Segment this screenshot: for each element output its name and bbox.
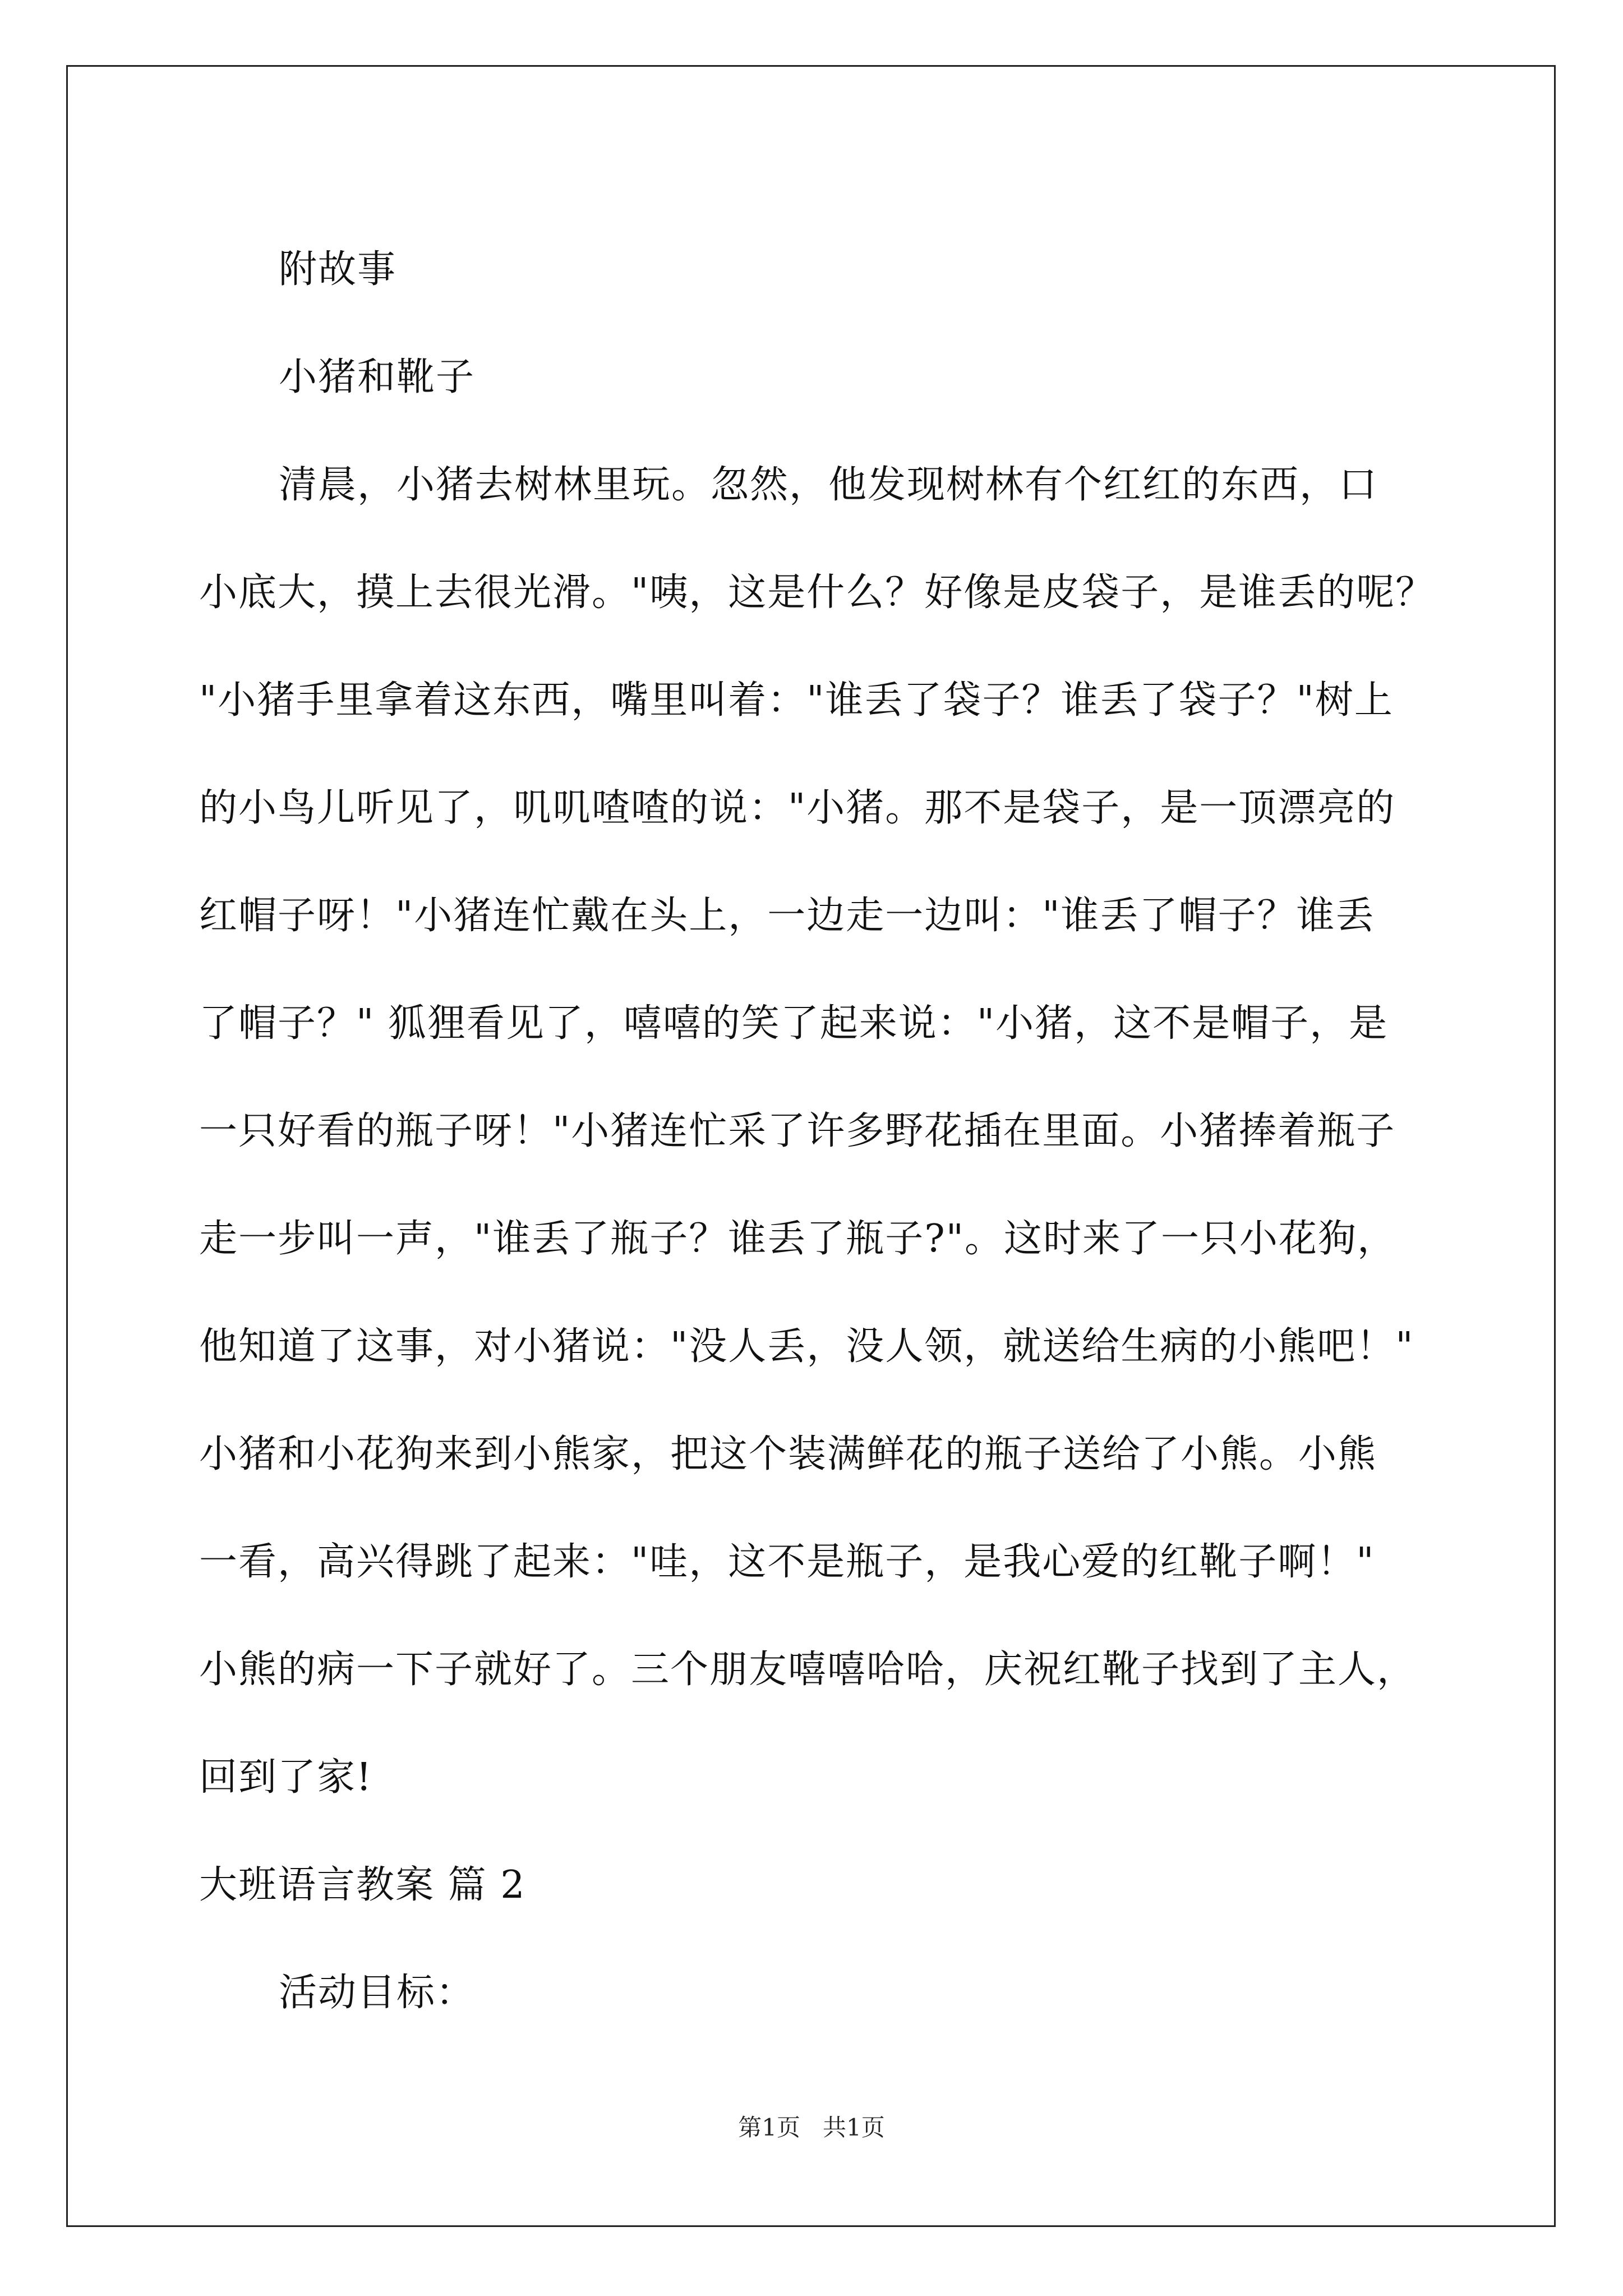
text-line: 一只好看的瓶子呀！"小猪连忙采了许多野花插在里面。小猪捧着瓶子	[199, 1109, 1396, 1153]
text-line-attached-story: 附故事	[279, 247, 397, 292]
text-line: "小猪手里拿着这东西，嘴里叫着："谁丢了袋子？谁丢了袋子？"树上	[199, 678, 1394, 723]
document-body	[199, 216, 1450, 2047]
text-line: 了帽子？" 狐狸看见了，嘻嘻的笑了起来说："小猪，这不是帽子，是	[199, 1001, 1389, 1046]
page-number-current: 第1页	[738, 2114, 800, 2141]
text-line: 红帽子呀！"小猪连忙戴在头上，一边走一边叫："谁丢了帽子？谁丢	[199, 894, 1375, 938]
text-line: 小底大，摸上去很光滑。"咦，这是什么？好像是皮袋子，是谁丢的呢？	[199, 570, 1435, 615]
story-title: 小猪和靴子	[279, 355, 476, 399]
text-line: 小熊的病一下子就好了。三个朋友嘻嘻哈哈，庆祝红靴子找到了主人，	[199, 1648, 1417, 1692]
text-line: 小猪和小花狗来到小熊家，把这个装满鲜花的瓶子送给了小熊。小熊	[199, 1432, 1377, 1476]
page-footer	[0, 2109, 1623, 2143]
text-line: 清晨，小猪去树林里玩。忽然，他发现树林有个红红的东西，口	[279, 463, 1378, 507]
section-heading: 大班语言教案 篇 2	[199, 1863, 526, 1907]
subsection-heading: 活动目标：	[279, 1971, 476, 2015]
text-line: 走一步叫一声，"谁丢了瓶子？谁丢了瓶子?"。这时来了一只小花狗，	[199, 1217, 1397, 1261]
text-line: 的小鸟儿听见了，叽叽喳喳的说："小猪。那不是袋子，是一顶漂亮的	[199, 786, 1396, 830]
text-line: 一看，高兴得跳了起来："哇，这不是瓶子，是我心爱的红靴子啊！"	[199, 1540, 1375, 1584]
text-line: 回到了家!	[199, 1755, 373, 1800]
page-number-total: 共1页	[823, 2114, 885, 2141]
text-line: 他知道了这事，对小猪说："没人丢，没人领，就送给生病的小熊吧！"	[199, 1324, 1414, 1369]
